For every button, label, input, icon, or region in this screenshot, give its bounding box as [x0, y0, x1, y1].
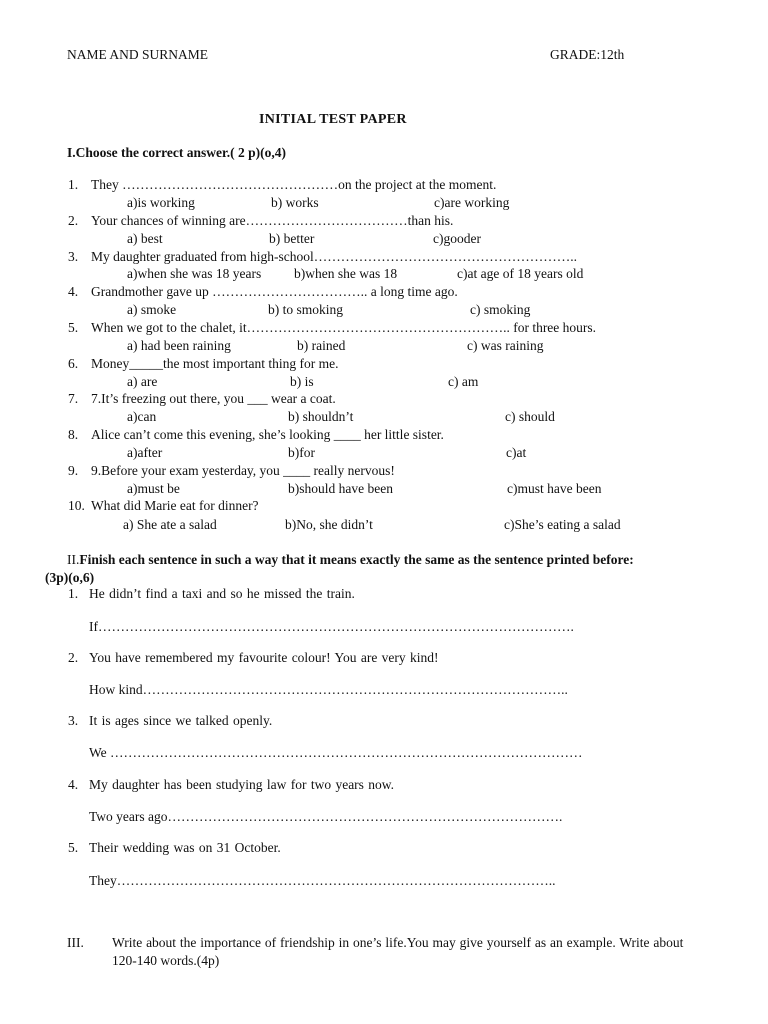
option-b: b) to smoking: [268, 302, 344, 317]
answer-line: They……………………………………………………………………………………..: [89, 873, 556, 888]
item-number: 2.: [68, 650, 79, 665]
option-a: a)can: [127, 409, 157, 424]
option-c: c)at age of 18 years old: [457, 266, 584, 281]
question-text: They …………………………………………on the project at the moment.: [91, 177, 497, 192]
question-text: Your chances of winning are………………………………than his.: [91, 213, 454, 228]
options-row: [0, 374, 768, 392]
question: [0, 177, 768, 195]
option-a: a)is working: [127, 195, 195, 210]
option-b: b) shouldn’t: [288, 409, 354, 424]
question-number: 10.: [68, 498, 85, 513]
options-row: [0, 266, 768, 284]
options-row: [0, 302, 768, 320]
option-a: a) best: [127, 231, 163, 246]
option-a: a) are: [127, 374, 158, 389]
section-3-instruction-line-1: Write about the importance of friendship in one’s life.You may give yourself as an example. Write about: [112, 935, 684, 950]
answer-line: Two years ago…………………………………………………………………………….: [89, 809, 563, 824]
option-a: a)after: [127, 445, 163, 460]
question-number: 6.: [68, 356, 79, 371]
options-row: [0, 445, 768, 463]
question: [0, 320, 768, 338]
option-b: b) works: [271, 195, 319, 210]
option-a: a)when she was 18 years: [127, 266, 262, 281]
option-a: a) smoke: [127, 302, 177, 317]
option-b: b)when she was 18: [294, 266, 398, 281]
section-2-number: II.: [67, 552, 80, 567]
option-c: c)gooder: [433, 231, 481, 246]
option-b: b)for: [288, 445, 315, 460]
question-text: When we got to the chalet, it………………………………………………….. for three hours.: [91, 320, 597, 335]
option-a: a) had been raining: [127, 338, 231, 353]
option-c: c) should: [505, 409, 555, 424]
question-text: Grandmother gave up …………………………….. a long time ago.: [91, 284, 458, 299]
answer-line: If…………………………………………………………………………………………….: [89, 619, 574, 634]
item-sentence: Their wedding was on 31 October.: [89, 840, 281, 855]
options-row: [0, 195, 768, 213]
option-b: b)No, she didn’t: [285, 517, 373, 532]
question-text: 9.Before your exam yesterday, you ____ really nervous!: [91, 463, 395, 478]
section-2-points: (3p)(o,6): [45, 570, 95, 585]
item-number: 1.: [68, 586, 79, 601]
question: [0, 356, 768, 374]
item-sentence: He didn’t find a taxi and so he missed the train.: [89, 586, 355, 601]
option-b: b)should have been: [288, 481, 393, 496]
question-number: 5.: [68, 320, 79, 335]
section-3-number: III.: [67, 935, 84, 950]
options-row: [0, 481, 768, 499]
options-row: [0, 517, 768, 535]
question-number: 8.: [68, 427, 79, 442]
section-2-heading: [67, 552, 634, 568]
grade-label: GRADE:12th: [550, 47, 625, 62]
options-row: [0, 231, 768, 249]
question: [0, 391, 768, 409]
question-text: Alice can’t come this evening, she’s looking ____ her little sister.: [91, 427, 444, 442]
question-text: My daughter graduated from high-school…………………………………………………..: [91, 249, 577, 264]
option-c: c)are working: [434, 195, 510, 210]
option-c: c) am: [448, 374, 479, 389]
question-text: 7.It’s freezing out there, you ___ wear a coat.: [91, 391, 336, 406]
option-c: c)must have been: [507, 481, 602, 496]
option-a: a)must be: [127, 481, 180, 496]
question-text: Money_____the most important thing for me.: [91, 356, 339, 371]
section-3-instruction-line-2: 120-140 words.(4p): [112, 953, 220, 968]
question: [0, 427, 768, 445]
question: [0, 498, 768, 516]
question-number: 3.: [68, 249, 79, 264]
option-b: b) better: [269, 231, 315, 246]
question-number: 1.: [68, 177, 79, 192]
question-text: What did Marie eat for dinner?: [91, 498, 259, 513]
question-number: 9.: [68, 463, 79, 478]
item-number: 5.: [68, 840, 79, 855]
question: [0, 213, 768, 231]
item-number: 3.: [68, 713, 79, 728]
option-c: c) smoking: [470, 302, 531, 317]
question-number: 7.: [68, 391, 79, 406]
answer-line: How kind…………………………………………………………………………………..: [89, 682, 568, 697]
section-1-heading: I.Choose the correct answer.( 2 p)(o,4): [67, 145, 286, 160]
question-number: 4.: [68, 284, 79, 299]
option-a: a) She ate a salad: [123, 517, 217, 532]
question: [0, 249, 768, 267]
item-number: 4.: [68, 777, 79, 792]
question: [0, 463, 768, 481]
option-c: c) was raining: [467, 338, 544, 353]
option-b: b) rained: [297, 338, 346, 353]
option-b: b) is: [290, 374, 314, 389]
option-c: c)at: [506, 445, 527, 460]
option-c: c)She’s eating a salad: [504, 517, 621, 532]
item-sentence: My daughter has been studying law for two years now.: [89, 777, 395, 792]
options-row: [0, 338, 768, 356]
question-number: 2.: [68, 213, 79, 228]
question: [0, 284, 768, 302]
page-title: INITIAL TEST PAPER: [259, 112, 407, 127]
name-surname-label: NAME AND SURNAME: [67, 47, 209, 62]
answer-line: We ……………………………………………………………………………………………: [89, 745, 583, 760]
item-sentence: It is ages since we talked openly.: [89, 713, 273, 728]
section-2-instruction: Finish each sentence in such a way that it means exactly the same as the sentence printed before:: [79, 552, 634, 567]
options-row: [0, 409, 768, 427]
item-sentence: You have remembered my favourite colour! You are very kind!: [89, 650, 439, 665]
